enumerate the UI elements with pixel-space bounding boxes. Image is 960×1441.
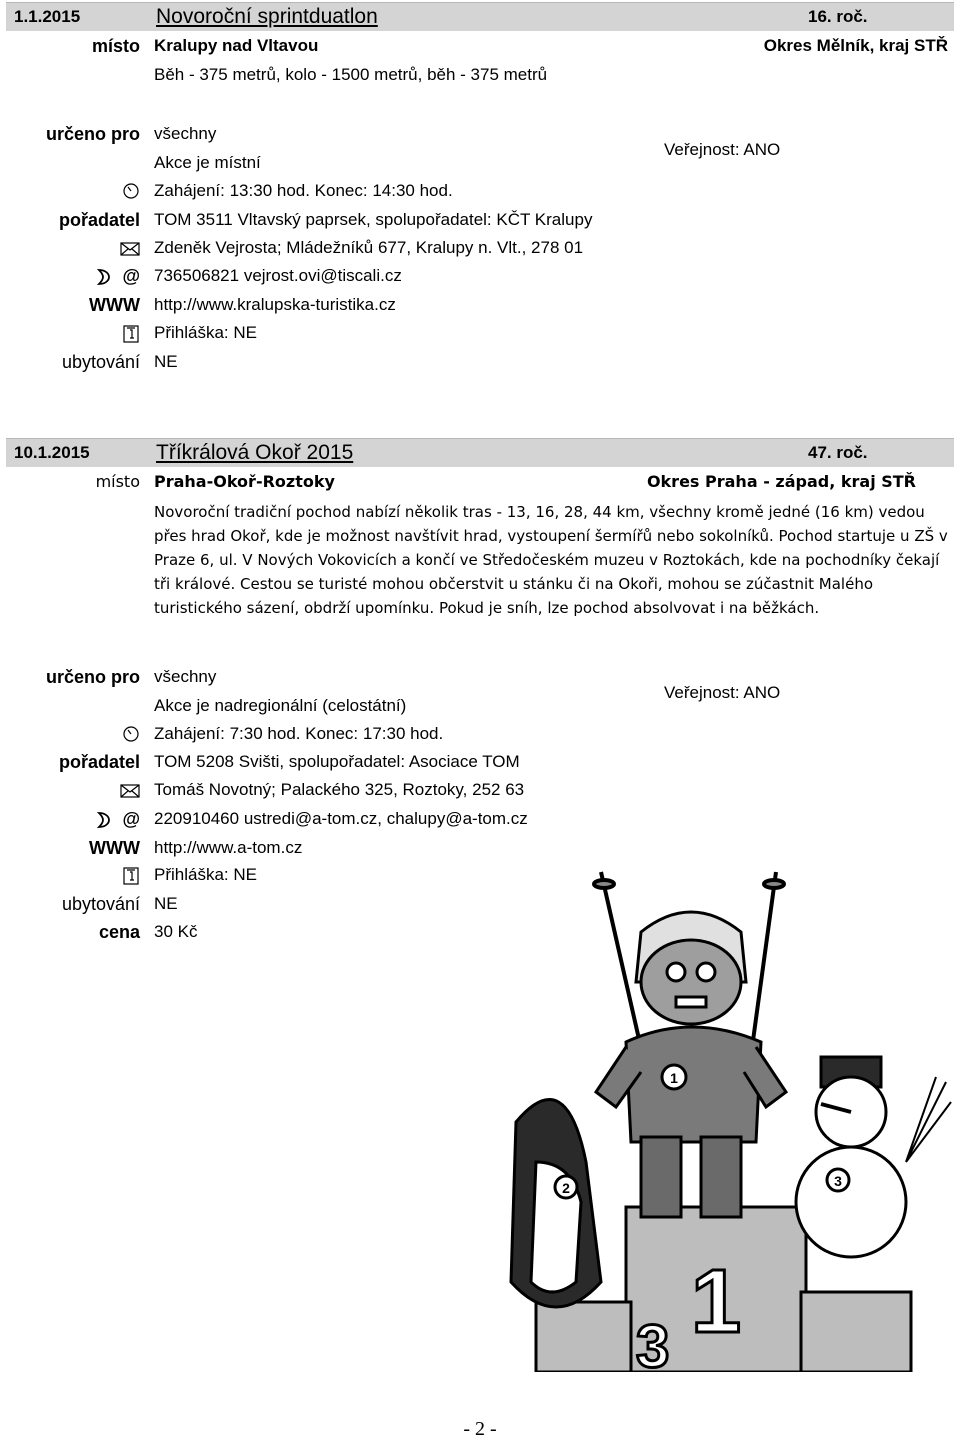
scope-value: Akce je nadregionální (celostátní) [154,696,407,715]
organizer-value: TOM 5208 Svišti, spolupořadatel: Asociace TOM [154,752,520,771]
clock-icon [122,182,140,200]
www-link[interactable]: http://www.kralupska-turistika.cz [154,295,396,314]
kid-skier [596,912,786,1217]
organizer-value: TOM 3511 Vltavský paprsek, spolupořadatel: KČT Kralupy [154,210,593,229]
page-number: - 2 - [463,1418,497,1440]
contact-value[interactable]: 220910460 ustredi@a-tom.cz, chalupy@a-tom.cz [154,809,528,828]
place-value: Kralupy nad Vltavou [154,36,319,55]
place-label: místo [95,472,140,491]
address-value: Tomáš Novotný; Palackého 325, Roztoky, 252 63 [154,780,525,799]
medal-3: 3 [834,1173,842,1189]
event-date: 1.1.2015 [14,7,81,26]
www-label: WWW [89,295,140,315]
registration-value: Přihláška: NE [154,323,257,342]
contact-label: @ [122,809,140,829]
www-link[interactable]: http://www.a-tom.cz [154,838,303,857]
event-header [6,2,954,31]
www-label: WWW [89,838,140,858]
winter-podium-illustration [476,862,954,1372]
medal-2: 2 [562,1180,570,1196]
time-value: Zahájení: 13:30 hod. Konec: 14:30 hod. [154,181,453,200]
event-title[interactable]: Novoroční sprintduatlon [156,5,378,28]
clock-icon [122,725,140,743]
audience-label: určeno pro [45,667,140,687]
envelope-icon [120,782,140,800]
organizer-label: pořadatel [58,210,140,230]
organizer-label: pořadatel [58,752,140,772]
event-edition: 16. roč. [808,7,868,26]
audience-label: určeno pro [45,124,140,144]
contact-label: @ [122,266,140,286]
public-status: Veřejnost: ANO [664,140,781,159]
event-header [6,438,954,467]
course-description: Běh - 375 metrů, kolo - 1500 metrů, běh - 375 metrů [154,65,548,84]
penguin [511,1100,601,1308]
place-label: místo [91,36,140,56]
audience-value: všechny [154,667,217,686]
region-value: Okres Mělník, kraj STŘ [763,36,948,55]
place-value: Praha-Okoř-Roztoky [154,472,335,491]
price-value: 30 Kč [154,922,198,941]
lodging-value: NE [154,352,178,371]
audience-value: všechny [154,124,217,143]
time-value: Zahájení: 7:30 hod. Konec: 17:30 hod. [154,724,444,743]
form-icon [122,325,140,343]
region-value: Okres Praha - západ, kraj STŘ [646,472,916,491]
lodging-label: ubytování [61,352,140,372]
public-status: Veřejnost: ANO [664,683,781,702]
form-icon [122,867,140,885]
snowman [796,1057,951,1257]
lodging-label: ubytování [61,894,140,914]
address-value: Zdeněk Vejrosta; Mládežníků 677, Kralupy n. Vlt., 278 01 [154,238,584,257]
price-label: cena [98,922,140,942]
event-description: Novoroční tradiční pochod nabízí několik tras - 13, 16, 28, 44 km, všechny kromě jedné (16 km) vedou přes hrad Okoř, kde je možnost navštívit hrad, vystoupení šermířů nebo sokolníků. Pochod startuje u ZŠ v Praze 6, ul. V Nových Vokovicích a končí ve Středočeském muzeu v Roztokách, kde na pochodníky čekají tři králové. Cestou se turisté mohou občerstvit u stánku či na Okoři, mohou se zúčastnit Malého turistického sázení, obdrží upomínku. Pokud je sníh, lze pochod absolvovat i na běžkách. [154,503,948,617]
lodging-value: NE [154,894,178,913]
medal-1: 1 [670,1070,678,1086]
contact-value[interactable]: 736506821 vejrost.ovi@tiscali.cz [154,266,402,285]
podium-step-1: 1 [690,1252,742,1352]
podium-step-3: 3 [636,1313,670,1372]
event-date: 10.1.2015 [14,443,90,462]
registration-value: Přihláška: NE [154,865,257,884]
envelope-icon [120,240,140,258]
event-edition: 47. roč. [808,443,868,462]
event-title[interactable]: Tříkrálová Okoř 2015 [156,441,354,464]
scope-value: Akce je místní [154,153,261,172]
